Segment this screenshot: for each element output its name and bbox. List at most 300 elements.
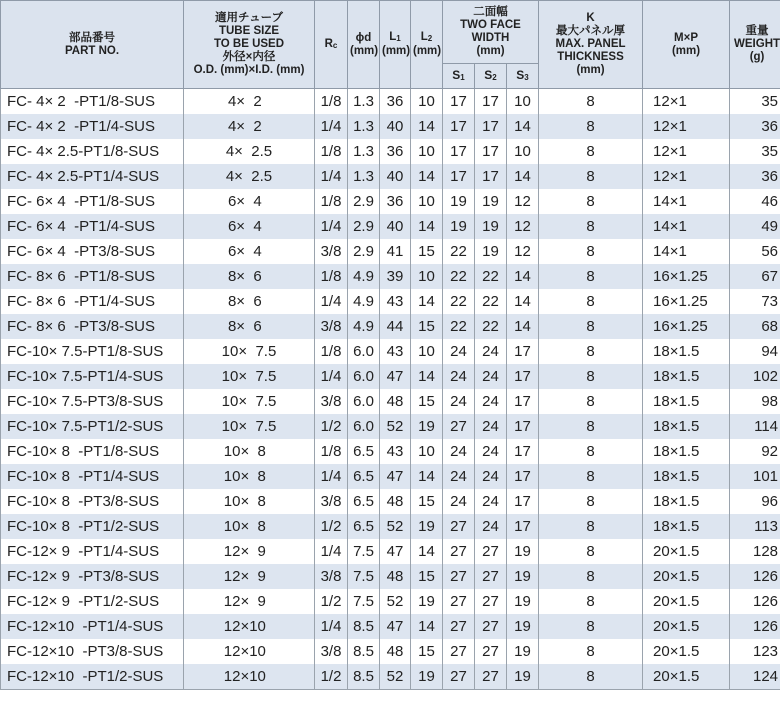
cell-rc: 1/4: [315, 164, 348, 189]
cell-l1: 40: [380, 164, 411, 189]
cell-rc: 1/2: [315, 414, 348, 439]
cell-tube-size: 8× 6: [184, 289, 315, 314]
cell-s2: 24: [475, 514, 507, 539]
cell-k: 8: [539, 564, 643, 589]
cell-phid: 1.3: [348, 89, 380, 115]
cell-weight: 102: [730, 364, 780, 389]
cell-rc: 1/8: [315, 439, 348, 464]
cell-l2: 14: [411, 539, 443, 564]
cell-tube-size: 10× 7.5: [184, 389, 315, 414]
header-tube-ja2: 外径×内径: [222, 51, 276, 63]
header-mp: [643, 1, 730, 89]
cell-s2: 27: [475, 539, 507, 564]
table-row: [1, 439, 780, 464]
cell-l2: 10: [411, 139, 443, 164]
cell-weight: 36: [730, 164, 780, 189]
table-row: [1, 139, 780, 164]
cell-s3: 14: [507, 314, 539, 339]
header-k-en1: MAX. PANEL: [555, 38, 626, 50]
cell-weight: 128: [730, 539, 780, 564]
cell-phid: 6.0: [348, 364, 380, 389]
cell-s1: 27: [443, 664, 475, 690]
cell-s3: 12: [507, 239, 539, 264]
cell-weight: 35: [730, 89, 780, 115]
cell-part-no: FC-10× 7.5-PT1/8-SUS: [1, 339, 184, 364]
cell-s1: 27: [443, 614, 475, 639]
cell-l1: 48: [380, 389, 411, 414]
cell-s3: 10: [507, 89, 539, 115]
header-l1-label: L: [389, 31, 397, 43]
cell-phid: 4.9: [348, 264, 380, 289]
cell-phid: 6.5: [348, 489, 380, 514]
header-s2-label: S: [484, 67, 493, 82]
cell-part-no: FC- 8× 6 -PT1/4-SUS: [1, 289, 184, 314]
cell-phid: 8.5: [348, 639, 380, 664]
cell-k: 8: [539, 89, 643, 115]
header-s1-label: S: [452, 67, 461, 82]
cell-l1: 52: [380, 514, 411, 539]
cell-rc: 1/2: [315, 589, 348, 614]
header-rc-label: R: [324, 37, 333, 50]
header-twoface-en1: TWO FACE: [460, 19, 521, 31]
cell-s1: 24: [443, 389, 475, 414]
cell-rc: 3/8: [315, 314, 348, 339]
cell-mp: 16×1.25: [643, 264, 730, 289]
cell-rc: 1/2: [315, 664, 348, 690]
cell-part-no: FC- 4× 2 -PT1/8-SUS: [1, 89, 184, 115]
cell-l1: 36: [380, 139, 411, 164]
cell-s1: 22: [443, 289, 475, 314]
cell-s1: 27: [443, 589, 475, 614]
cell-part-no: FC-10× 8 -PT1/2-SUS: [1, 514, 184, 539]
cell-mp: 12×1: [643, 164, 730, 189]
cell-s3: 12: [507, 214, 539, 239]
cell-s3: 17: [507, 489, 539, 514]
cell-s1: 27: [443, 514, 475, 539]
header-twoface-ja: 二面幅: [473, 6, 508, 18]
cell-l2: 14: [411, 214, 443, 239]
cell-mp: 18×1.5: [643, 389, 730, 414]
cell-s1: 24: [443, 464, 475, 489]
cell-l2: 19: [411, 589, 443, 614]
cell-part-no: FC- 6× 4 -PT1/4-SUS: [1, 214, 184, 239]
cell-s1: 24: [443, 489, 475, 514]
cell-mp: 18×1.5: [643, 414, 730, 439]
cell-l1: 43: [380, 339, 411, 364]
table-row: [1, 564, 780, 589]
header-rc: [315, 1, 348, 89]
cell-s3: 19: [507, 614, 539, 639]
cell-mp: 12×1: [643, 139, 730, 164]
cell-s2: 17: [475, 139, 507, 164]
cell-weight: 36: [730, 114, 780, 139]
header-k-label: K: [586, 12, 595, 24]
cell-tube-size: 6× 4: [184, 189, 315, 214]
header-part-ja: 部品番号: [69, 31, 115, 44]
cell-s2: 27: [475, 564, 507, 589]
cell-s1: 19: [443, 214, 475, 239]
header-s1-sub: 1: [460, 72, 465, 82]
header-phid-unit: (mm): [350, 44, 379, 57]
cell-s3: 17: [507, 464, 539, 489]
cell-s3: 19: [507, 539, 539, 564]
cell-rc: 1/4: [315, 214, 348, 239]
cell-weight: 123: [730, 639, 780, 664]
header-twoface-en2: WIDTH: [471, 32, 510, 44]
cell-s2: 22: [475, 264, 507, 289]
cell-k: 8: [539, 364, 643, 389]
cell-s3: 17: [507, 364, 539, 389]
cell-s1: 17: [443, 164, 475, 189]
cell-weight: 49: [730, 214, 780, 239]
cell-tube-size: 6× 4: [184, 214, 315, 239]
cell-s3: 17: [507, 439, 539, 464]
cell-part-no: FC-12× 9 -PT1/2-SUS: [1, 589, 184, 614]
header-l2-sub: 2: [427, 34, 433, 43]
header-k-ja: 最大パネル厚: [556, 25, 626, 37]
cell-weight: 126: [730, 589, 780, 614]
table-row: [1, 114, 780, 139]
cell-l1: 52: [380, 414, 411, 439]
cell-s2: 19: [475, 214, 507, 239]
cell-l2: 10: [411, 189, 443, 214]
cell-s2: 24: [475, 439, 507, 464]
table-row: [1, 664, 780, 690]
cell-tube-size: 10× 8: [184, 464, 315, 489]
cell-part-no: FC-10× 8 -PT1/4-SUS: [1, 464, 184, 489]
cell-mp: 16×1.25: [643, 289, 730, 314]
header-wt-unit: (g): [749, 51, 765, 63]
cell-l2: 10: [411, 339, 443, 364]
cell-rc: 3/8: [315, 489, 348, 514]
cell-s3: 19: [507, 639, 539, 664]
table-row: [1, 264, 780, 289]
cell-mp: 20×1.5: [643, 564, 730, 589]
cell-phid: 6.0: [348, 414, 380, 439]
table-row: [1, 239, 780, 264]
cell-phid: 7.5: [348, 589, 380, 614]
table-row: [1, 639, 780, 664]
cell-part-no: FC-10× 8 -PT1/8-SUS: [1, 439, 184, 464]
cell-l1: 52: [380, 589, 411, 614]
cell-s3: 14: [507, 264, 539, 289]
cell-l1: 39: [380, 264, 411, 289]
cell-weight: 94: [730, 339, 780, 364]
cell-l2: 19: [411, 514, 443, 539]
cell-l2: 10: [411, 439, 443, 464]
cell-mp: 14×1: [643, 239, 730, 264]
cell-part-no: FC-12× 9 -PT3/8-SUS: [1, 564, 184, 589]
cell-l1: 47: [380, 364, 411, 389]
cell-k: 8: [539, 639, 643, 664]
cell-s2: 22: [475, 289, 507, 314]
header-wt-en: WEIGHT: [734, 38, 780, 50]
cell-s3: 14: [507, 289, 539, 314]
header-part-en: PART NO.: [64, 44, 120, 57]
cell-weight: 124: [730, 664, 780, 690]
cell-k: 8: [539, 314, 643, 339]
cell-k: 8: [539, 389, 643, 414]
cell-tube-size: 10× 8: [184, 489, 315, 514]
header-tube-size: [184, 1, 315, 89]
cell-part-no: FC- 6× 4 -PT3/8-SUS: [1, 239, 184, 264]
cell-rc: 1/8: [315, 89, 348, 115]
cell-weight: 68: [730, 314, 780, 339]
cell-s1: 17: [443, 89, 475, 115]
table-row: [1, 514, 780, 539]
cell-s2: 24: [475, 364, 507, 389]
cell-l2: 14: [411, 164, 443, 189]
table-row: [1, 614, 780, 639]
cell-weight: 56: [730, 239, 780, 264]
header-tube-units: O.D. (mm)×I.D. (mm): [193, 64, 305, 76]
header-tube-en2: TO BE USED: [213, 38, 285, 50]
cell-tube-size: 10× 8: [184, 514, 315, 539]
cell-l2: 15: [411, 239, 443, 264]
cell-l1: 36: [380, 189, 411, 214]
cell-phid: 6.5: [348, 439, 380, 464]
cell-phid: 1.3: [348, 114, 380, 139]
cell-phid: 6.5: [348, 464, 380, 489]
cell-l2: 19: [411, 414, 443, 439]
cell-phid: 1.3: [348, 139, 380, 164]
header-s1: [443, 64, 475, 89]
cell-s3: 14: [507, 114, 539, 139]
cell-mp: 18×1.5: [643, 439, 730, 464]
cell-tube-size: 4× 2.5: [184, 139, 315, 164]
cell-mp: 14×1: [643, 189, 730, 214]
cell-part-no: FC-10× 7.5-PT3/8-SUS: [1, 389, 184, 414]
table-row: [1, 364, 780, 389]
cell-s3: 17: [507, 514, 539, 539]
header-tube-en1: TUBE SIZE: [218, 25, 280, 37]
cell-part-no: FC-10× 7.5-PT1/2-SUS: [1, 414, 184, 439]
cell-l1: 43: [380, 439, 411, 464]
cell-s2: 19: [475, 189, 507, 214]
cell-s3: 17: [507, 414, 539, 439]
cell-rc: 1/2: [315, 514, 348, 539]
header-phid-label: ϕd: [355, 31, 372, 44]
header-k-en2: THICKNESS: [557, 51, 624, 63]
cell-part-no: FC- 8× 6 -PT3/8-SUS: [1, 314, 184, 339]
header-weight: [730, 1, 780, 89]
cell-s2: 17: [475, 89, 507, 115]
cell-s3: 14: [507, 164, 539, 189]
cell-phid: 2.9: [348, 239, 380, 264]
cell-phid: 2.9: [348, 189, 380, 214]
cell-l2: 10: [411, 264, 443, 289]
cell-s1: 24: [443, 364, 475, 389]
cell-s1: 17: [443, 139, 475, 164]
cell-phid: 6.0: [348, 339, 380, 364]
cell-l1: 47: [380, 464, 411, 489]
cell-k: 8: [539, 489, 643, 514]
cell-l2: 14: [411, 114, 443, 139]
cell-s2: 24: [475, 414, 507, 439]
cell-k: 8: [539, 539, 643, 564]
cell-l2: 14: [411, 614, 443, 639]
cell-weight: 67: [730, 264, 780, 289]
cell-l1: 40: [380, 214, 411, 239]
cell-k: 8: [539, 114, 643, 139]
cell-s2: 27: [475, 664, 507, 690]
cell-s1: 17: [443, 114, 475, 139]
table-body: [1, 89, 780, 690]
header-s2: [475, 64, 507, 89]
cell-tube-size: 12× 9: [184, 589, 315, 614]
cell-l1: 41: [380, 239, 411, 264]
cell-l2: 10: [411, 89, 443, 115]
cell-k: 8: [539, 189, 643, 214]
cell-weight: 98: [730, 389, 780, 414]
cell-k: 8: [539, 664, 643, 690]
cell-rc: 1/8: [315, 139, 348, 164]
cell-s1: 22: [443, 264, 475, 289]
cell-rc: 1/4: [315, 539, 348, 564]
cell-tube-size: 4× 2: [184, 114, 315, 139]
header-l1-unit: (mm): [382, 45, 411, 57]
cell-l2: 15: [411, 314, 443, 339]
cell-phid: 4.9: [348, 314, 380, 339]
header-twoface-unit: (mm): [476, 45, 505, 57]
cell-k: 8: [539, 464, 643, 489]
cell-k: 8: [539, 164, 643, 189]
cell-rc: 1/8: [315, 339, 348, 364]
cell-tube-size: 10× 7.5: [184, 414, 315, 439]
cell-l1: 36: [380, 89, 411, 115]
header-wt-ja: 重量: [745, 25, 769, 37]
cell-l2: 19: [411, 664, 443, 690]
cell-mp: 18×1.5: [643, 489, 730, 514]
header-l2-unit: (mm): [413, 45, 442, 57]
cell-l2: 15: [411, 639, 443, 664]
cell-tube-size: 12×10: [184, 664, 315, 690]
header-part-no: [1, 1, 184, 89]
header-k: [539, 1, 643, 89]
cell-phid: 7.5: [348, 539, 380, 564]
cell-s3: 12: [507, 189, 539, 214]
cell-rc: 3/8: [315, 389, 348, 414]
cell-phid: 7.5: [348, 564, 380, 589]
header-mp-unit: (mm): [671, 44, 701, 57]
cell-phid: 8.5: [348, 614, 380, 639]
cell-part-no: FC-12×10 -PT1/2-SUS: [1, 664, 184, 690]
cell-phid: 6.0: [348, 389, 380, 414]
cell-part-no: FC- 4× 2.5-PT1/8-SUS: [1, 139, 184, 164]
table-row: [1, 189, 780, 214]
cell-phid: 1.3: [348, 164, 380, 189]
cell-tube-size: 12×10: [184, 639, 315, 664]
cell-part-no: FC-10× 8 -PT3/8-SUS: [1, 489, 184, 514]
header-rc-sub: c: [332, 40, 338, 50]
cell-tube-size: 12× 9: [184, 539, 315, 564]
cell-l2: 15: [411, 564, 443, 589]
cell-l1: 48: [380, 639, 411, 664]
table-row: [1, 464, 780, 489]
cell-s3: 17: [507, 389, 539, 414]
cell-k: 8: [539, 414, 643, 439]
cell-mp: 18×1.5: [643, 514, 730, 539]
cell-part-no: FC-12× 9 -PT1/4-SUS: [1, 539, 184, 564]
cell-tube-size: 4× 2.5: [184, 164, 315, 189]
cell-k: 8: [539, 139, 643, 164]
cell-tube-size: 12×10: [184, 614, 315, 639]
cell-s2: 24: [475, 339, 507, 364]
table-row: [1, 489, 780, 514]
cell-mp: 20×1.5: [643, 539, 730, 564]
cell-s1: 27: [443, 539, 475, 564]
header-k-unit: (mm): [576, 64, 605, 76]
cell-s1: 24: [443, 439, 475, 464]
cell-rc: 1/4: [315, 364, 348, 389]
cell-k: 8: [539, 514, 643, 539]
cell-mp: 20×1.5: [643, 589, 730, 614]
cell-s2: 27: [475, 639, 507, 664]
cell-s1: 19: [443, 189, 475, 214]
cell-mp: 20×1.5: [643, 664, 730, 690]
cell-s2: 17: [475, 114, 507, 139]
header-l1-sub: 1: [396, 34, 401, 43]
cell-rc: 1/4: [315, 114, 348, 139]
cell-l1: 43: [380, 289, 411, 314]
header-l2-label: L: [420, 31, 428, 43]
cell-weight: 73: [730, 289, 780, 314]
cell-mp: 18×1.5: [643, 464, 730, 489]
header-phid: [348, 1, 380, 89]
cell-s3: 19: [507, 589, 539, 614]
cell-weight: 46: [730, 189, 780, 214]
cell-k: 8: [539, 264, 643, 289]
cell-s2: 24: [475, 489, 507, 514]
cell-weight: 96: [730, 489, 780, 514]
cell-s3: 19: [507, 664, 539, 690]
cell-phid: 2.9: [348, 214, 380, 239]
cell-s1: 24: [443, 339, 475, 364]
table-row: [1, 89, 780, 115]
cell-s2: 24: [475, 389, 507, 414]
cell-k: 8: [539, 614, 643, 639]
table-row: [1, 289, 780, 314]
cell-weight: 126: [730, 614, 780, 639]
table-row: [1, 214, 780, 239]
cell-mp: 20×1.5: [643, 639, 730, 664]
cell-l1: 44: [380, 314, 411, 339]
cell-l2: 14: [411, 364, 443, 389]
cell-tube-size: 10× 8: [184, 439, 315, 464]
cell-s3: 17: [507, 339, 539, 364]
cell-phid: 4.9: [348, 289, 380, 314]
cell-rc: 1/4: [315, 464, 348, 489]
cell-s2: 27: [475, 614, 507, 639]
cell-rc: 3/8: [315, 239, 348, 264]
header-l2: [411, 1, 443, 89]
cell-rc: 3/8: [315, 564, 348, 589]
cell-l2: 15: [411, 389, 443, 414]
cell-s2: 22: [475, 314, 507, 339]
cell-tube-size: 10× 7.5: [184, 364, 315, 389]
cell-tube-size: 8× 6: [184, 314, 315, 339]
table-row: [1, 414, 780, 439]
cell-part-no: FC- 4× 2 -PT1/4-SUS: [1, 114, 184, 139]
table-header: [1, 1, 780, 89]
table-row: [1, 389, 780, 414]
cell-part-no: FC- 6× 4 -PT1/8-SUS: [1, 189, 184, 214]
cell-part-no: FC-12×10 -PT3/8-SUS: [1, 639, 184, 664]
table-row: [1, 589, 780, 614]
cell-k: 8: [539, 214, 643, 239]
cell-weight: 101: [730, 464, 780, 489]
cell-s1: 27: [443, 414, 475, 439]
